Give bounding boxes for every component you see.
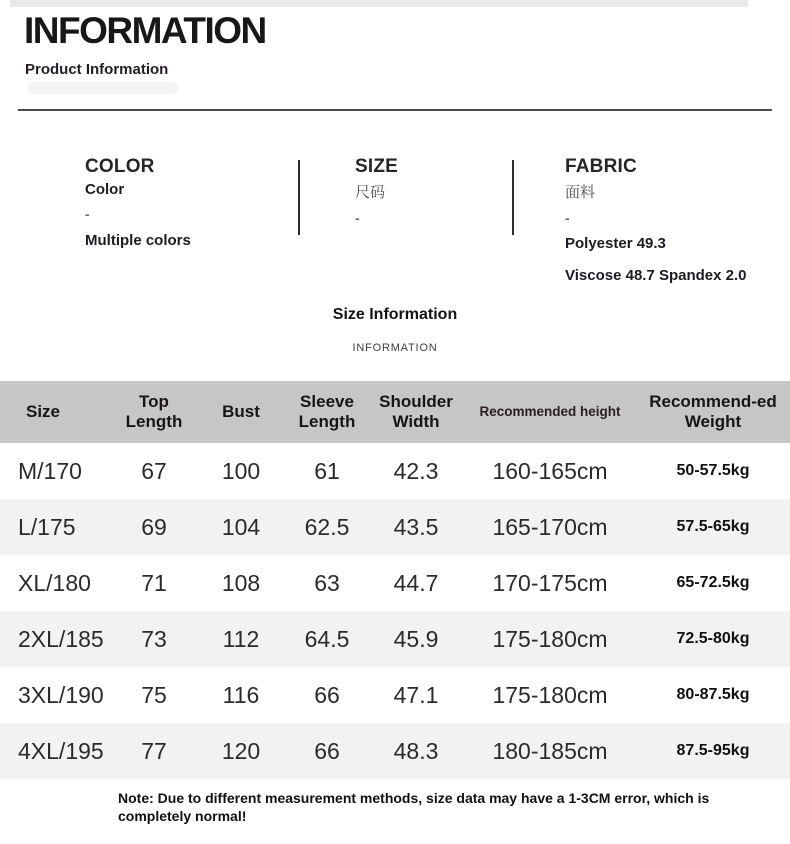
horizontal-divider [18,109,772,111]
table-cell: 77 [141,737,167,764]
column-header: Bust [222,401,260,421]
table-cell: 108 [221,569,261,596]
column-header: Recommended height [479,404,621,420]
table-cell: M/170 [18,457,82,484]
table-cell: 2XL/185 [18,625,104,652]
table-cell: 180-185cm [492,737,608,764]
column-header: Shoulder Width [379,391,453,431]
table-cell: 61 [314,457,340,484]
table-row [0,499,790,555]
table-row [0,443,790,499]
fabric-label-cn: 面料 [565,184,596,201]
table-cell: 75 [141,681,167,708]
table-row [0,611,790,667]
table-row [0,667,790,723]
table-cell: 50-57.5kg [676,462,750,479]
table-cell: 170-175cm [492,569,608,596]
color-dash: - [85,206,90,222]
watermark-remnant [28,82,178,94]
size-dash: - [355,210,360,226]
size-label-cn: 尺码 [355,184,386,201]
table-cell: 44.7 [393,569,439,596]
table-cell: 160-165cm [492,457,608,484]
table-cell: 73 [141,625,167,652]
table-cell: 64.5 [304,625,350,652]
table-cell: 175-180cm [492,625,608,652]
table-cell: 80-87.5kg [676,686,750,703]
table-cell: 3XL/190 [18,681,104,708]
fabric-heading: FABRIC [565,156,637,177]
table-cell: 69 [141,513,167,540]
column-header: Sleeve Length [298,391,356,431]
table-cell: 67 [141,457,167,484]
table-cell: 63 [314,569,340,596]
table-cell: 100 [221,457,261,484]
size-table-body [0,443,790,779]
column-header: Recommend-ed Weight [649,391,777,431]
color-value: Multiple colors [85,232,191,249]
table-row [0,555,790,611]
table-row [0,723,790,779]
size-information-title: Size Information [332,306,458,323]
fabric-spec-block [565,156,747,284]
table-cell: 66 [314,737,340,764]
table-cell: 47.1 [393,681,439,708]
table-cell: 65-72.5kg [676,574,750,591]
top-crop-strip [10,0,748,7]
table-cell: 48.3 [393,737,439,764]
color-label: Color [85,181,125,198]
size-chart-table [0,381,790,779]
table-cell: 4XL/195 [18,737,104,764]
table-cell: 43.5 [393,513,439,540]
column-header: Size [26,401,61,421]
fabric-composition-1: Polyester 49.3 [565,235,666,252]
size-table-header-row [0,381,790,443]
color-spec-block [85,156,191,249]
fabric-composition-2: Viscose 48.7 Spandex 2.0 [565,267,747,284]
color-heading: COLOR [85,156,155,177]
table-cell: 116 [222,681,260,708]
measurement-note: Note: Due to different measurement methods, size data may have a 1-3CM error, which is completely normal! [118,790,710,824]
table-cell: 120 [221,737,261,764]
table-cell: 165-170cm [492,513,608,540]
table-cell: 104 [221,513,261,540]
table-cell: 71 [141,569,167,596]
table-cell: L/175 [18,513,76,540]
table-cell: XL/180 [18,569,91,596]
table-cell: 45.9 [393,625,439,652]
table-cell: 42.3 [393,457,439,484]
spec-divider-2 [512,160,514,235]
table-cell: 87.5-95kg [676,742,750,759]
size-information-subtitle: INFORMATION [352,342,438,354]
table-cell: 175-180cm [492,681,608,708]
page-title: INFORMATION [24,10,266,51]
table-cell: 62.5 [304,513,350,540]
table-cell: 112 [222,625,260,652]
fabric-dash: - [565,210,570,226]
size-spec-block [355,156,398,226]
size-heading: SIZE [355,156,399,177]
table-cell: 72.5-80kg [676,630,750,647]
table-cell: 66 [314,681,340,708]
page-subtitle: Product Information [25,61,169,78]
table-cell: 57.5-65kg [676,518,750,535]
spec-divider-1 [298,160,300,235]
column-header: Top Length [125,391,183,431]
